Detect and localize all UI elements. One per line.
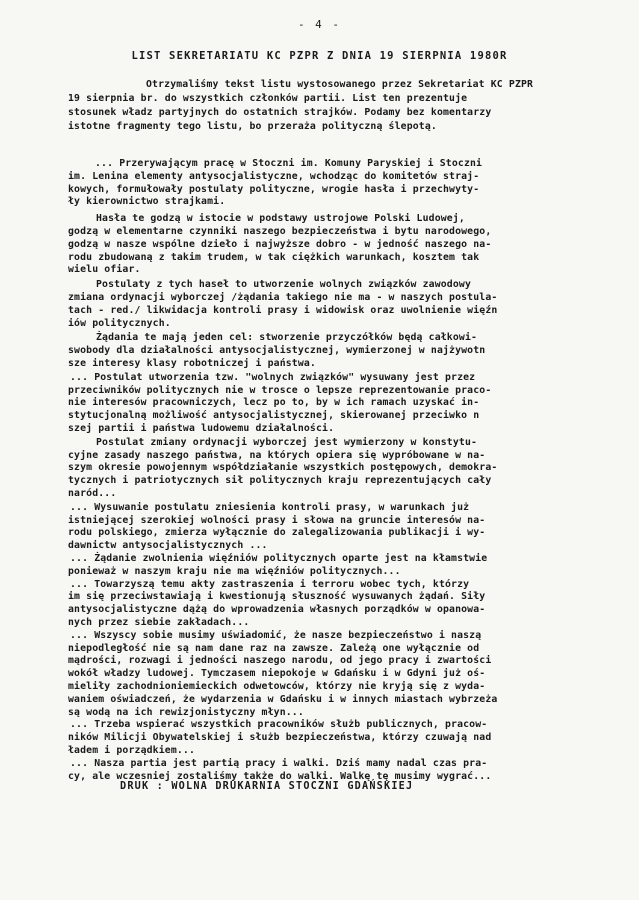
body-line: przeciwników politycznych nie w trosce o lepsze reprezentowanie praco- <box>68 384 492 396</box>
intro-line: istotne fragmenty tego listu, bo przeraża polityczną ślepotą. <box>68 121 437 132</box>
body-line: ... Wysuwanie postulatu zniesienia kontroli prasy, w warunkach już <box>70 501 470 513</box>
body-line: im. Lenina elementy antysocjalistyczne, wchodząc do komitetów straj- <box>68 170 480 182</box>
intro-line: Otrzymaliśmy tekst listu wystosowanego przez Sekretariat KC PZPR <box>146 79 534 90</box>
intro-line: stosunek władz partyjnych do ostatnich strajków. Podamy bez komentarzy <box>68 107 492 118</box>
body-line: iów politycznych. <box>68 317 171 329</box>
body-line: waniem oświadczeń, że wydarzenia w Gdańsku i w innych miastach wybrzeża <box>68 693 498 705</box>
body-line: naród... <box>68 488 117 499</box>
page-number: - 4 - <box>297 18 342 31</box>
body-line: tach - red./ likwidacja kontroli prasy i widowisk oraz uwolnienie więźn <box>68 304 498 316</box>
body-line: tycznych i patriotycznych sił politycznych kraju reprezentujących cały <box>68 475 492 487</box>
body-line: szym okresie powojennym współdziałanie wszystkich postępowych, demokra- <box>68 462 498 474</box>
body-line: ponieważ w naszym kraju nie ma więźniów politycznych... <box>68 565 401 577</box>
body-line: nie interesów pracowniczych, lecz po to, by w ich ramach uzyskać in- <box>68 397 480 409</box>
body-line: ładem i porządkiem... <box>68 745 196 756</box>
body-line: kowych, formułowały postulaty polityczne, wrogie hasła i przechwyty- <box>68 183 480 195</box>
body-line: ... Towarzyszą temu akty zastraszenia i terroru wobec tych, którzy <box>70 578 470 590</box>
body-line: ników Milicji Obywatelskiej i służb bezpieczeństwa, którzy czuwają nad <box>68 732 492 744</box>
body-line: nych przez siebie zakładach... <box>68 617 250 628</box>
body-line: wielu ofiar. <box>68 264 141 276</box>
body-line: rodu zbudowaną z takim trudem, w tak ciężkich warunkach, kosztem tak <box>68 251 480 263</box>
body-line: ... Wszyscy sobie musimy uświadomić, że nasze bezpieczeństwo i naszą <box>70 629 482 641</box>
printer-footer: DRUK : WOLNA DRUKARNIA STOCZNI GDAŃSKIEJ <box>120 781 414 792</box>
body-line: godzą w nasze wspólne dzieło i najwyższe dobro - w jedność naszego na- <box>68 238 492 250</box>
body-line: ... Przerywającym pracę w Stoczni im. Komuny Paryskiej i Stoczni <box>95 158 483 169</box>
body-line: cy, ale wczesniej zostaliśmy także do walki. Walkę tę musimy wygrać... <box>68 770 492 782</box>
body-line: im się przeciwstawiają i kwestionują słuszność wysuwanych żądań. Siły <box>68 591 486 603</box>
body-line: istniejącej szerokiej wolności prasy i słowa na gruncie interesów na- <box>68 514 486 526</box>
body-line: sze interesy klasy robotniczej i państwa. <box>68 358 316 369</box>
body-line: niepodległość nie są nam dane raz na zawsze. Zależą one wyłącznie od <box>68 642 480 654</box>
body-line: ... Trzeba wspierać wszystkich pracowników służb publicznych, pracow- <box>70 719 488 731</box>
letter-title: LIST SEKRETARIATU KC PZPR Z DNIA 19 SIERPNIA 1980R <box>131 50 508 62</box>
body-line: ... Postulat utworzenia tzw. "wolnych związków" wysuwany jest przez <box>70 371 476 383</box>
body-line: rodu polskiego, zmierza wyłącznie do zalegalizowania publikacji i wy- <box>68 527 486 539</box>
body-line: dawnictw antysocjalistycznych ... <box>68 540 268 552</box>
body-line: szej partii i państwa ludowemu działalności. <box>68 423 335 434</box>
body-line: antysocjalistyczne dążą do wprowadzenia własnych porządków w opanowa- <box>68 604 486 616</box>
body-line: ły kierownictwo strajkami. <box>68 196 226 208</box>
body-line: swobody dla działalności antysocjalistycznej, wymierzonej w najżywotn <box>68 345 486 357</box>
body-line: Żądania te mają jeden cel: stworzenie przyczółków będą całkowi- <box>96 332 478 344</box>
body-line: ... Żądanie zwolnienia więźniów politycznych oparte jest na kłamstwie <box>70 553 488 564</box>
body-line: cyjne zasady naszego państwa, na których opiera się wypróbowane w na- <box>68 449 486 461</box>
body-line: godzą w elementarne czynniki naszego bezpieczeństwa i bytu narodowego, <box>68 226 492 237</box>
body-line: są wodą na ich rewizjonistyczny młyn... <box>68 706 304 718</box>
body-line: zmiana ordynacji wyborczej /żądania takiego nie ma - w naszych postula- <box>68 292 498 303</box>
body-line: Hasła te godzą w istocie w podstawy ustrojowe Polski Ludowej, <box>96 213 465 225</box>
body-line: stytucjonalną możliwość antysocjalistycznej, skierowanej przeciwko n <box>68 410 480 422</box>
body-line: mieliły zachodnioniemieckich odwetowców, którzy nie kryją się z wyda- <box>68 681 486 692</box>
body-line: mądrości, rozwagi i jedności naszego narodu, od jego pracy i zwartości <box>68 655 492 667</box>
body-line: ... Nasza partia jest partią pracy i walki. Dziś mamy nadal czas pra- <box>70 757 488 769</box>
body-line: Postulat zmiany ordynacji wyborczej jest wymierzony w konstytu- <box>96 436 478 448</box>
intro-line: 19 sierpnia br. do wszystkich członków partii. List ten prezentuje <box>68 93 468 104</box>
body-line: wokół władzy ludowej. Tymczasem niepokoje w Gdańsku i w Gdyni już oś- <box>68 668 486 680</box>
body-line: Postulaty z tych haseł to utworzenie wolnych związków zawodowy <box>96 279 471 291</box>
